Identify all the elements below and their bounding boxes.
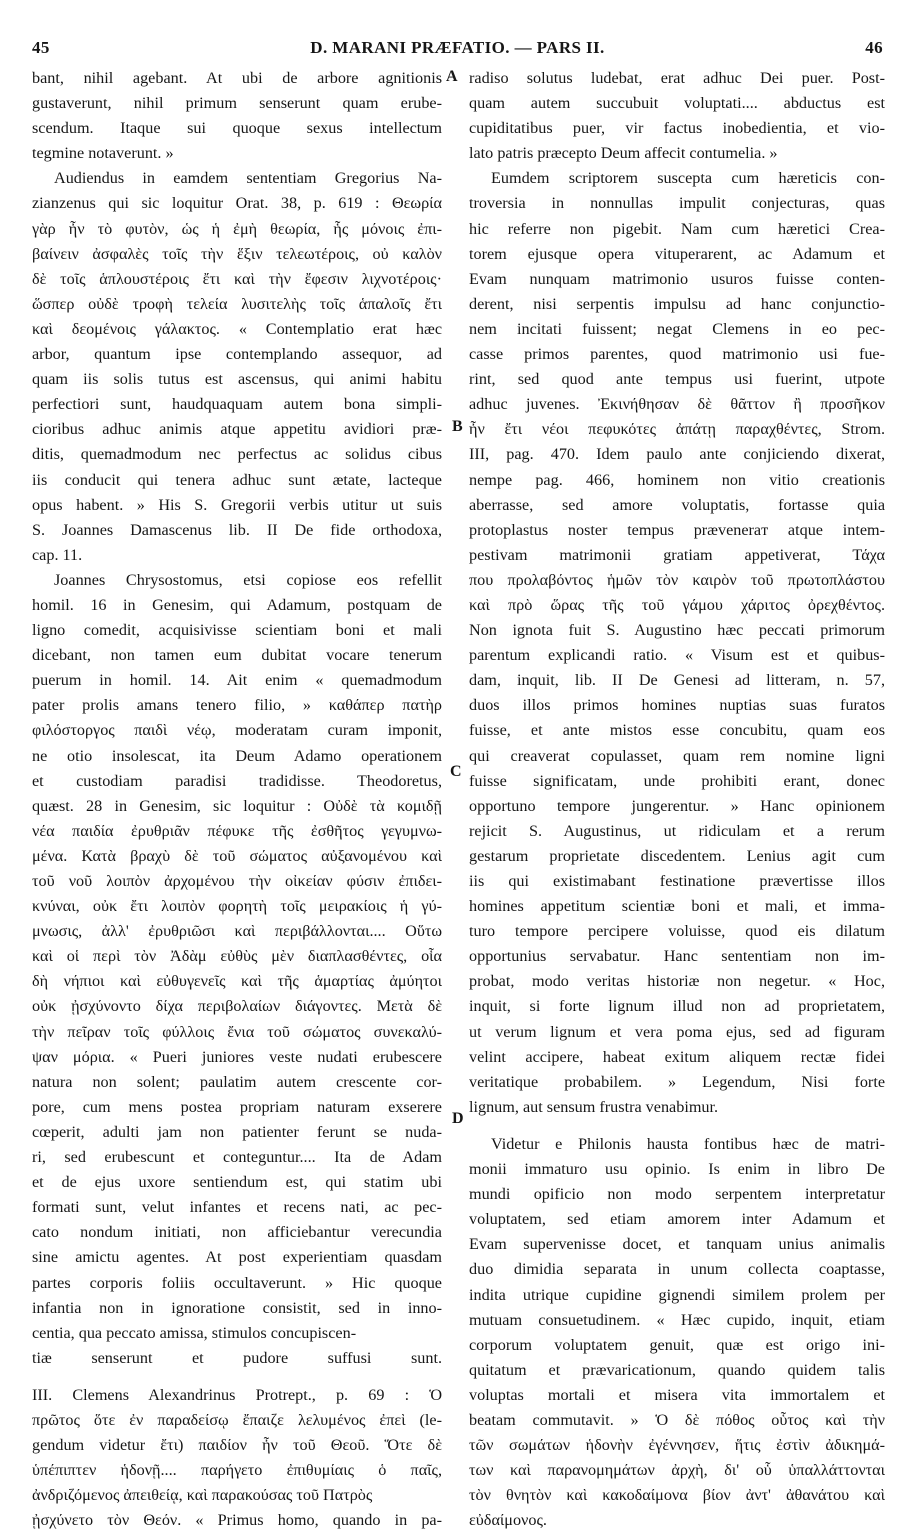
right-column-paragraph-gap bbox=[469, 1120, 885, 1132]
right-column-text-line: quitatum et prævaricationum, quando quidem talis bbox=[469, 1360, 885, 1379]
right-column-text-line: radiso solutus ludebat, erat adhuc Dei puer. Post- bbox=[469, 69, 885, 87]
left-column-text-line: III. Clemens Alexandrinus Protrept., p. 69 : Ὁ bbox=[32, 1385, 442, 1404]
left-column-text-line: τοῦ νοῦ λοιπὸν ἀρχομένου τὴν οἰκείαν φύσιν ἐπιδει- bbox=[32, 872, 442, 890]
left-column-text-line: pater prolis amans tenero filio, » καθάπερ πατὴρ bbox=[32, 696, 442, 715]
right-column-text-line: inquit, si forte lignum illud non ad proprietatem, bbox=[469, 997, 885, 1016]
right-column-text-line: opportuno tempore jungerentur. » Hanc opinionem bbox=[469, 796, 885, 815]
left-column-text-line: arbor, quantum ipse contemplando assequor, ad bbox=[32, 345, 442, 364]
left-column-text-line: natura non solent; paulatim autem crescente cor- bbox=[32, 1072, 442, 1091]
left-column-text-line: gustaverunt, nihil primum senserunt quam erube- bbox=[32, 94, 442, 113]
right-column-text-line: fuisse significatam, unde prohibiti erant, donec bbox=[469, 771, 885, 790]
right-column-text-line: adhuc juvenes. Ἐκινήθησαν δὲ θᾶττον ἢ προσῆκον bbox=[469, 395, 885, 414]
left-column-text-line: ligno comedit, acquisivisse scientiam boni et mali bbox=[32, 621, 442, 640]
right-column-text-line: veritatique probabilem. » Legendum, Nisi forte bbox=[469, 1072, 885, 1091]
left-column-text-line: quæst. 28 in Genesim, sic loquitur : Οὐδὲ τὰ κομιδῇ bbox=[32, 796, 442, 815]
left-column-text-line: οὐκ ᾐσχύνοντο δίχα περιβολαίων διάγοντες. Μετὰ δὲ bbox=[32, 997, 442, 1016]
left-column-text-line: κνύναι, οὐκ ἔτι λοιπὸν φορητὴ τοῖς μειρακίοις ἡ γύ- bbox=[32, 897, 442, 916]
right-column-text-line: aberrasse, sed amore voluptatis, fortasse quia bbox=[469, 495, 885, 514]
left-column-text-line: puerum in homil. 14. Ait enim « quemadmodum bbox=[32, 671, 442, 690]
left-column-text-line: cioribus adhuc animis atque appetitu avidiori præ- bbox=[32, 420, 442, 439]
right-column-text-line: τὸν θνητὸν καὶ κακοδαίμονα βίον ἀντ' ἀθανάτου καὶ bbox=[469, 1486, 885, 1505]
right-column-text-line: fuisse, et ante mistos esse concubitu, quam eos bbox=[469, 721, 885, 740]
page-number-left: 45 bbox=[32, 38, 50, 57]
left-column-text-line: τὴν πεῖραν τοῖς φύλλοις ἔνια τοῦ σώματος συνεκαλύ- bbox=[32, 1022, 442, 1041]
right-column-text-line: torem ejusque opera vituperarent, ac Adamum et bbox=[469, 244, 885, 263]
left-column-text-line: iis conducit qui tenera adhuc sunt ætate, lacteque bbox=[32, 470, 442, 489]
margin-letter-b: B bbox=[452, 418, 463, 435]
right-column-text-line: monii immaturo usu opinio. Is enim in libro De bbox=[469, 1160, 885, 1179]
left-column-text-line: homil. 16 in Genesim, qui Adamum, postquam de bbox=[32, 595, 442, 614]
left-column-text-line: φιλόστοργος παιδὶ νέῳ, moderatam curam imponit, bbox=[32, 721, 442, 740]
left-column-text-line: infantia non in ignoratione consistit, sed in inno- bbox=[32, 1298, 442, 1317]
left-column-text-line: tiæ senserunt et pudore suffusi sunt. bbox=[32, 1348, 442, 1367]
right-column-text-line: voluptas mortali et misera vita immortalem et bbox=[469, 1385, 885, 1404]
right-column-text-line: που προλαβόντος ἡμῶν τὸν καιρὸν τοῦ πρωτοπλάστου bbox=[469, 570, 885, 589]
left-column-text-line: Joannes Chrysostomus, etsi copiose eos refellit bbox=[54, 570, 442, 589]
left-column-text-line: ψαν μόρια. « Pueri juniores veste nudati erubescere bbox=[32, 1047, 442, 1066]
right-column-text-line: velint accipere, habeat exitum aliquem rectæ fidei bbox=[469, 1047, 885, 1066]
right-column-text-line: protoplastus noster tempus præveneraт atque intem- bbox=[469, 520, 885, 539]
page-number-right: 46 bbox=[865, 38, 883, 57]
left-column-text-line: δὴ νήπιοι καὶ εὐθυγενεῖς καὶ τῆς ἁμαρτίας ἀμύητοι bbox=[32, 972, 442, 991]
left-column-text-line: καὶ οἱ περὶ τὸν Ἀδὰμ εὐθὺς μὲν διαπλασθέντες, οἷα bbox=[32, 947, 442, 966]
left-column-text-line: scendum. Itaque sui quoque sexus intellectum bbox=[32, 119, 442, 138]
left-column-text-line: sine amictu agentes. At post experientiam quasdam bbox=[32, 1248, 442, 1267]
left-column-text-line: νέα παιδία ἐρυθριᾶν πέφυκε τῆς ἐσθῆτος γεγυμνω- bbox=[32, 821, 442, 840]
left-column-text-line: ri, sed erubescunt et conteguntur.... Ita de Adam bbox=[32, 1148, 442, 1167]
right-column-text-line: Eumdem scriptorem suscepta cum hæreticis con- bbox=[491, 169, 885, 188]
right-column-text-line: homines appetitum scientiæ boni et mali, et imma- bbox=[469, 897, 885, 916]
left-column-text-line: dicebant, non tamen eum dubitat vocare tenerum bbox=[32, 646, 442, 665]
left-column-text-line: δὲ τοῖς ἁπλουστέροις ἔτι καὶ τὴν ἔφεσιν λιχνοτέροις· bbox=[32, 269, 442, 288]
right-column-text-line: nempe pag. 466, hominem non vitio creationis bbox=[469, 470, 885, 489]
left-column-text-line: formati sunt, velut infantes et recens nati, ac pec- bbox=[32, 1198, 442, 1217]
left-column-text-line: partes corporis foliis occultaverunt. » Hic quoque bbox=[32, 1273, 442, 1292]
right-column-text-line: duo dimidia separata in unum collecta coaptasse, bbox=[469, 1260, 885, 1279]
right-column-text-line: voluptatem, sed etiam amorem inter Adamum et bbox=[469, 1210, 885, 1229]
right-column-text-line: mutuam consuetudinem. « Hæc cupido, inquit, etiam bbox=[469, 1310, 885, 1329]
right-column-text-line: qui creaverat copulasset, quam rem nomine ligni bbox=[469, 746, 885, 765]
left-column-text-line: ὥσπερ οὐδὲ τροφὴ τελεία λυσιτελὴς τοῖς ἁπαλοῖς ἔτι bbox=[32, 294, 442, 313]
right-column-text-line: dam, inquit, lib. II De Genesi ad litteram, n. 57, bbox=[469, 671, 885, 690]
right-column-text-line: των καὶ παρανομημάτων ἀρχὴ, δι' οὗ ὑπαλλάττονται bbox=[469, 1461, 885, 1480]
right-column-text-line: Evam nunquam matrimonio usuros fuisse conten- bbox=[469, 269, 885, 288]
right-column-text-line: Non ignota fuit S. Augustino hæc peccati primorum bbox=[469, 621, 885, 640]
right-column-text-line: beatam commutavit. » Ὁ δὲ πόθος οὗτος καὶ τὴν bbox=[469, 1410, 885, 1429]
left-column-text-line: πρῶτος ὅτε ἐν παραδείσῳ ἔπαιζε λελυμένος ἐπεὶ (le- bbox=[32, 1410, 442, 1429]
right-column-text-line: duos illos primos homines nuptias suas furatos bbox=[469, 696, 885, 715]
left-column-text-line: tegmine notaverunt. » bbox=[32, 144, 174, 163]
right-column-text-line: probat, modo veritas historiæ non negetur. « Hoc, bbox=[469, 972, 885, 991]
left-column-text-line: ὑπέπιπτεν ἡδονῇ.... παρήγετο ἐπιθυμίαις ὁ παῖς, bbox=[32, 1461, 442, 1480]
left-column-text-line: ᾐσχύνετο τὸν Θεόν. « Primus homo, quando in pa- bbox=[32, 1511, 442, 1530]
left-column-text-line: γὰρ ἦν τὸ φυτὸν, ὡς ἡ ἐμὴ θεωρία, ἧς μόνοις ἐπι- bbox=[32, 219, 442, 238]
right-column-text-line: derent, nisi serpentis impulsu ad hanc conjunctio- bbox=[469, 294, 885, 313]
page-header bbox=[32, 38, 883, 64]
right-column-text-line: gestarum proprietate discedentem. Lenius agit cum bbox=[469, 846, 885, 865]
right-column-text-line: ἦν ἔτι νέοι πεφυκότες ἀπάτῃ παραχθέντες, Strom. bbox=[469, 420, 885, 439]
right-column-text-line: hic referre non pigebit. Nam cum hæretici Crea- bbox=[469, 219, 885, 238]
right-column-text-line: nem incitati fuissent; negat Clemens in eo pec- bbox=[469, 319, 885, 338]
left-column-text-line: μνωσις, ἀλλ' ἐρυθριῶσι καὶ περιβάλλονται.... Οὕτω bbox=[32, 922, 442, 941]
right-column-text-line: pestivam matrimonii gratiam appetiverat, Τάχα bbox=[469, 545, 885, 564]
left-column-text-line: et de ejus uxore sentiendum est, qui statim ubi bbox=[32, 1173, 442, 1192]
left-column-text-line: βαίνειν ἀσφαλὲς τοῖς τὴν ἕξιν τελεωτέροις, οὐ καλὸν bbox=[32, 244, 442, 263]
right-column-text-line: opportunius servabatur. Hanc sententiam non im- bbox=[469, 947, 885, 966]
left-column-text-line: gendum videtur ἔτι) παιδίον ἦν τοῦ Θεοῦ. Ὅτε δὲ bbox=[32, 1436, 442, 1455]
left-column-text-line: ne otio insolescat, ita Deum Adamo operationem bbox=[32, 746, 442, 765]
left-column-text-line: et custodiam paradisi tradidisse. Theodoretus, bbox=[32, 771, 442, 790]
right-column-text-line: mundi opificio non modo serpentem interpretatur bbox=[469, 1185, 885, 1204]
left-column-text-line: μένα. Κατὰ βραχὺ δὲ τοῦ σώματος αὐξανομένου καὶ bbox=[32, 846, 442, 865]
margin-letter-d: D bbox=[452, 1110, 464, 1127]
right-column bbox=[469, 66, 885, 1533]
right-column-text-line: rint, sed quod ante tempus usi fuerint, utpote bbox=[469, 370, 885, 389]
right-column-text-line: lato patris præcepto Deum affecit contumelia. » bbox=[469, 144, 778, 163]
right-column-text-line: cupiditatibus puer, vir factus inobedientia, et vio- bbox=[469, 119, 885, 138]
left-column bbox=[32, 66, 442, 1533]
right-column-text-line: III, pag. 470. Idem paulo ante conjiciendo dixerat, bbox=[469, 445, 885, 464]
left-column-paragraph-gap bbox=[32, 1371, 442, 1383]
left-column-text-line: S. Joannes Damascenus lib. II De fide orthodoxa, bbox=[32, 520, 442, 539]
running-title: D. MARANI PRÆFATIO. — PARS II. bbox=[310, 38, 605, 57]
left-column-text-line: ditis, quemadmodum nec perfectus ac solidus cibus bbox=[32, 445, 442, 464]
left-column-text-line: ἀνδριζόμενος ἀπειθείᾳ, καὶ παρακούσας τοῦ Πατρὸς bbox=[32, 1486, 373, 1505]
left-column-text-line: opus habent. » His S. Gregorii verbis utitur ut suis bbox=[32, 495, 442, 514]
margin-letter-c: C bbox=[450, 763, 462, 780]
margin-letter-a: A bbox=[446, 68, 458, 85]
left-column-text-line: καὶ δεομένοις γάλακτος. « Contemplatio erat hæc bbox=[32, 319, 442, 338]
right-column-text-line: iis qui existimabant festinatione prævertisse illos bbox=[469, 872, 885, 890]
right-column-text-line: τῶν σωμάτων ἡδονὴν ἐγέννησεν, ἥτις ἐστὶν ἀδικημά- bbox=[469, 1436, 885, 1455]
right-column-text-line: turo tempore percipere voluisse, quod eis dilatum bbox=[469, 922, 885, 941]
left-column-text-line: zianzenus qui sic loquitur Orat. 38, p. 619 : Θεωρία bbox=[32, 194, 442, 213]
right-column-text-line: Videtur e Philonis hausta fontibus hæc de matri- bbox=[491, 1134, 885, 1153]
left-column-text-line: bant, nihil agebant. At ubi de arbore agnitionis bbox=[32, 69, 442, 87]
left-column-text-line: cœperit, adulti jam non patienter ferunt se nuda- bbox=[32, 1122, 442, 1141]
right-column-text-line: corporum voluptatem genuit, quæ est origo ini- bbox=[469, 1335, 885, 1354]
right-column-text-line: Evam supervenisse docet, et tanquam unius animalis bbox=[469, 1235, 885, 1254]
right-column-text-line: rejicit S. Augustinus, ut ridiculam et a rerum bbox=[469, 821, 885, 840]
right-column-text-line: casse primos parentes, quod matrimonio usi fue- bbox=[469, 345, 885, 364]
left-column-text-line: Audiendus in eamdem sententiam Gregorius Na- bbox=[54, 169, 442, 188]
right-column-text-line: quam autem succubuit voluptati.... abductus est bbox=[469, 94, 885, 113]
right-column-text-line: indita utrique cupidine gignendi similem prolem per bbox=[469, 1285, 885, 1304]
right-column-text-line: καὶ πρὸ ὥρας τῆς τοῦ γάμου χάριτος ὀρεχθέντος. bbox=[469, 595, 885, 614]
right-column-text-line: ut verum lignum et vera poma ejus, sed ad figuram bbox=[469, 1022, 885, 1041]
right-column-text-line: parentum explicandi ratio. « Visum est et quibus- bbox=[469, 646, 885, 665]
right-column-text-line: lignum, aut sensum frustra venabimur. bbox=[469, 1097, 719, 1116]
right-column-text-line: troversia in nonnullas impulit conjecturas, quas bbox=[469, 194, 885, 213]
left-column-text-line: centia, qua peccato amissa, stimulos concupiscen- bbox=[32, 1323, 357, 1342]
right-column-text-line: εὐδαίμονος. bbox=[469, 1511, 547, 1530]
left-column-text-line: cap. 11. bbox=[32, 545, 83, 564]
left-column-text-line: perfectiori sunt, haudquaquam autem bona simpli- bbox=[32, 395, 442, 414]
left-column-text-line: pore, cum mens postea propriam naturam exserere bbox=[32, 1097, 442, 1116]
left-column-text-line: quam iis solis tutus est ascensus, qui animi habitu bbox=[32, 370, 442, 389]
left-column-text-line: cato nondum initiati, non afficiebantur verecundia bbox=[32, 1223, 442, 1242]
